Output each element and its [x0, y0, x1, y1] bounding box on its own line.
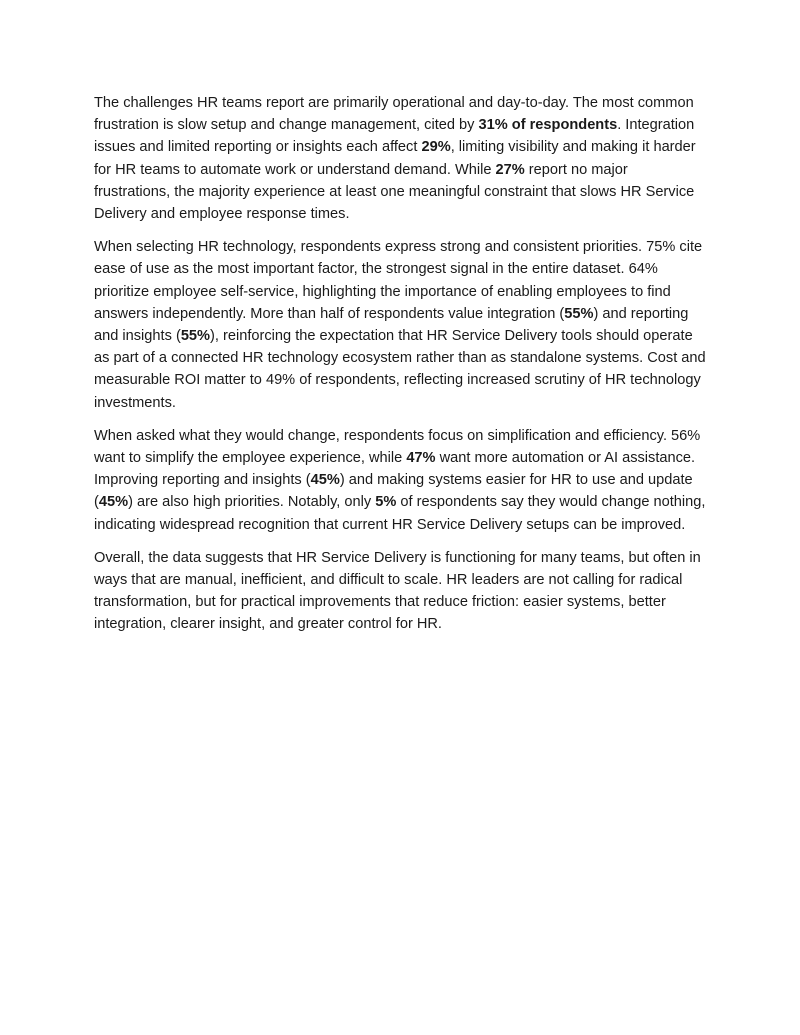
bold-stat: 45%	[310, 472, 340, 489]
bold-stat: 31% of respondents	[478, 117, 618, 134]
bold-stat: 55%	[564, 305, 594, 322]
text-run: want more automation or AI assistance. Improving reporting and insights (	[94, 450, 696, 489]
paragraph-changes	[94, 425, 706, 536]
bold-stat: 47%	[406, 450, 436, 467]
text-run: When selecting HR technology, respondents express strong and consistent priorities. 75% cite ease of use as the most important factor, the strongest signal in the entire dataset. 64% prioritize employee self-service, highlighting the importance of enabling employees to find answers independently. More than half of respondents value integration (	[94, 239, 703, 322]
text-run: , limiting visibility and making it harder for HR teams to automate work or understand demand. While	[94, 139, 696, 178]
bold-stat: 55%	[180, 328, 211, 345]
text-run: . Integration issues and limited reporting or insights each affect	[94, 117, 695, 156]
text-run: of respondents say they would change nothing, indicating widespread recognition that current HR Service Delivery setups can be improved.	[94, 494, 706, 533]
bold-stat: 27%	[495, 161, 525, 178]
paragraph-overall	[94, 547, 706, 636]
text-run: ) are also high priorities. Notably, only	[128, 494, 376, 511]
text-run: Overall, the data suggests that HR Service Delivery is functioning for many teams, but often in ways that are manual, inefficient, and difficult to scale. HR leaders are not calling for radical transformation, but for practical improvements that reduce friction: easier systems, better integration, clearer insight, and greater control for HR.	[94, 549, 701, 633]
bold-stat: 5%	[375, 494, 397, 511]
text-run: When asked what they would change, respondents focus on simplification and efficiency. 56% want to simplify the employee experience, while	[94, 427, 701, 467]
bold-stat: 45%	[98, 494, 129, 511]
paragraph-priorities	[94, 236, 706, 414]
text-run: ) and making systems easier for HR to use and update (	[94, 472, 693, 511]
text-run: report no major frustrations, the majority experience at least one meaningful constraint that slows HR Service Delivery and employee response times.	[94, 161, 695, 223]
bold-stat: 29%	[421, 139, 451, 156]
text-run: ) and reporting and insights (	[94, 305, 689, 345]
text-run: ), reinforcing the expectation that HR Service Delivery tools should operate as part of a connected HR technology ecosystem rather than as standalone systems. Cost and measurable ROI matter to 49% of respondents, reflecting increased scrutiny of HR technology investments.	[94, 328, 706, 411]
document-body	[94, 92, 706, 647]
text-run: The challenges HR teams report are primarily operational and day-to-day. The most common frustration is slow setup and change management, cited by	[94, 95, 694, 134]
paragraph-frustrations	[94, 92, 706, 225]
